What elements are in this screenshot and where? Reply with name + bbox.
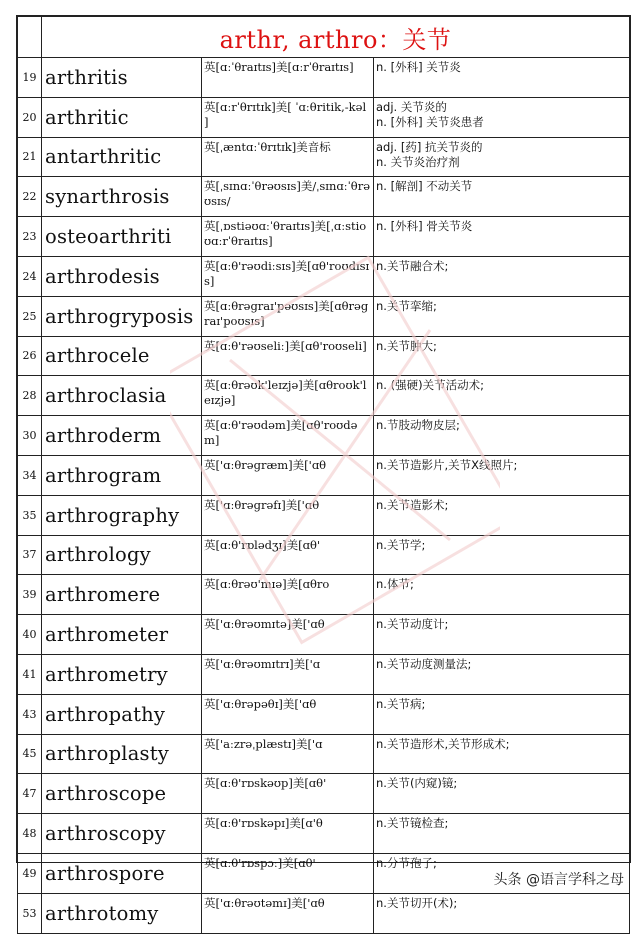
pronunciation-cell: 英[ɑːθrəgraɪ'pəʊsɪs]美[ɑθrəgraɪ'poʊsɪs] [202, 296, 374, 336]
row-number: 41 [18, 654, 42, 694]
meaning-cell: n.关节学; [374, 535, 630, 575]
word-cell: arthrometry [42, 654, 202, 694]
meaning-cell: n.关节造形术,关节形成术; [374, 734, 630, 774]
word-cell: antarthritic [42, 137, 202, 177]
meaning-cell: n. [解剖] 不动关节 [374, 177, 630, 217]
row-number: 43 [18, 694, 42, 734]
row-number: 35 [18, 495, 42, 535]
table-row [18, 58, 630, 98]
meaning-cell: n. [外科] 关节炎 [374, 58, 630, 98]
word-cell: arthrology [42, 535, 202, 575]
meaning-cell: n. [外科] 骨关节炎 [374, 217, 630, 257]
meaning-cell: n.关节造影片,关节X线照片; [374, 455, 630, 495]
row-number: 24 [18, 256, 42, 296]
pronunciation-cell: 英[ɑːθ'rɒskəpɪ]美[ɑ'θ [202, 814, 374, 854]
meaning-cell: n.分节孢子; [374, 853, 630, 893]
word-cell: arthritis [42, 58, 202, 98]
pronunciation-cell: 英['ɑːθrəgræm]美['ɑθ [202, 455, 374, 495]
pronunciation-cell: 英[ɑːθ'rɒlədʒɪ]美[ɑθ' [202, 535, 374, 575]
word-cell: arthroderm [42, 416, 202, 456]
table-row [18, 256, 630, 296]
pronunciation-cell: 英[ˌsɪnɑːˈθrəʊsɪs]美/ˌsɪnɑːˈθrəʊsɪs/ [202, 177, 374, 217]
word-cell: osteoarthriti [42, 217, 202, 257]
table-row [18, 376, 630, 416]
row-number: 45 [18, 734, 42, 774]
pronunciation-cell: 英[ɑːˈθraɪtɪs]美[ɑːrˈθraɪtɪs] [202, 58, 374, 98]
word-cell: arthrocele [42, 336, 202, 376]
vocabulary-table [17, 16, 630, 934]
table-row [18, 814, 630, 854]
meaning-cell: n.关节动度测量法; [374, 654, 630, 694]
pronunciation-cell: 英[ɑːθrəʊk'leɪzjə]美[ɑθroʊk'leɪzjə] [202, 376, 374, 416]
table-row [18, 177, 630, 217]
table-row [18, 336, 630, 376]
word-cell: arthritic [42, 97, 202, 137]
word-cell: arthrospore [42, 853, 202, 893]
table-row [18, 734, 630, 774]
pronunciation-cell: 英['aːzrəˌplæstɪ]美['ɑ [202, 734, 374, 774]
meaning-cell: adj. 关节炎的 n. [外科] 关节炎患者 [374, 97, 630, 137]
pronunciation-cell: 英[ɑːθrəʊ'mɪə]美[ɑθro [202, 575, 374, 615]
pronunciation-cell: 英['ɑːθrəgrəfɪ]美['ɑθ [202, 495, 374, 535]
row-number: 30 [18, 416, 42, 456]
row-number: 20 [18, 97, 42, 137]
table-row [18, 296, 630, 336]
row-number: 21 [18, 137, 42, 177]
table-row [18, 416, 630, 456]
row-number: 25 [18, 296, 42, 336]
table-row [18, 694, 630, 734]
row-number: 37 [18, 535, 42, 575]
word-cell: arthrogryposis [42, 296, 202, 336]
meaning-cell: n.关节挛缩; [374, 296, 630, 336]
table-row [18, 893, 630, 933]
row-number: 49 [18, 853, 42, 893]
table-row [18, 97, 630, 137]
word-cell: arthrometer [42, 615, 202, 655]
table-row [18, 615, 630, 655]
word-cell: arthroscope [42, 774, 202, 814]
row-number: 48 [18, 814, 42, 854]
word-cell: arthropathy [42, 694, 202, 734]
row-number: 53 [18, 893, 42, 933]
pronunciation-cell: 英['ɑːθrəʊmɪtə]美['ɑθ [202, 615, 374, 655]
row-number: 22 [18, 177, 42, 217]
meaning-cell: n.关节造影术; [374, 495, 630, 535]
pronunciation-cell: 英['ɑːθrəʊtəmɪ]美['ɑθ [202, 893, 374, 933]
pronunciation-cell: 英['ɑːθrəʊmɪtrɪ]美['ɑ [202, 654, 374, 694]
word-cell: arthroclasia [42, 376, 202, 416]
pronunciation-cell: 英[ɑːθ'rəʊdəm]美[ɑθ'roʊdəm] [202, 416, 374, 456]
word-cell: arthrodesis [42, 256, 202, 296]
pronunciation-cell: 英[ˌæntɑːˈθrɪtɪk]美音标 [202, 137, 374, 177]
table-row [18, 455, 630, 495]
footer-credit: 头条 @语言学科之母 [493, 872, 624, 888]
title-corner-cell [18, 17, 42, 58]
pronunciation-cell: 英[ɑːθ'rəʊdiːsɪs]美[ɑθ'roʊdɪsɪs] [202, 256, 374, 296]
pronunciation-cell: 英[ɑːθ'rɒskəʊp]美[ɑθ' [202, 774, 374, 814]
meaning-cell: n.关节镜检查; [374, 814, 630, 854]
meaning-cell: n.关节肿大; [374, 336, 630, 376]
row-number: 34 [18, 455, 42, 495]
word-cell: arthrotomy [42, 893, 202, 933]
meaning-cell: n.关节动度计; [374, 615, 630, 655]
page-title: arthr, arthro：关节 [42, 17, 630, 58]
table-row [18, 137, 630, 177]
pronunciation-cell: 英[ɑːrˈθrɪtɪk]美[ ˈɑːθritik,-kəl ] [202, 97, 374, 137]
table-row [18, 575, 630, 615]
pronunciation-cell: 英[ɑːθ'rəʊseliː]美[ɑθ'roʊseli] [202, 336, 374, 376]
row-number: 47 [18, 774, 42, 814]
table-row [18, 495, 630, 535]
word-cell: arthromere [42, 575, 202, 615]
meaning-cell: n. (强硬)关节活动术; [374, 376, 630, 416]
word-cell: arthrogram [42, 455, 202, 495]
meaning-cell: n.关节病; [374, 694, 630, 734]
table-row [18, 654, 630, 694]
meaning-cell: n.节肢动物皮层; [374, 416, 630, 456]
row-number: 39 [18, 575, 42, 615]
meaning-cell: n.体节; [374, 575, 630, 615]
meaning-cell: n.关节切开(术); [374, 893, 630, 933]
row-number: 26 [18, 336, 42, 376]
meaning-cell: n.关节(内窥)镜; [374, 774, 630, 814]
row-number: 28 [18, 376, 42, 416]
word-cell: arthroscopy [42, 814, 202, 854]
word-cell: arthroplasty [42, 734, 202, 774]
row-number: 23 [18, 217, 42, 257]
table-row [18, 535, 630, 575]
table-row [18, 217, 630, 257]
pronunciation-cell: 英[ɑːθ'rɒspɔː]美[ɑθ' [202, 853, 374, 893]
row-number: 19 [18, 58, 42, 98]
pronunciation-cell: 英['ɑːθrəpəθɪ]美['ɑθ [202, 694, 374, 734]
pronunciation-cell: 英[ˌɒstiəʊɑːˈθraɪtɪs]美[ˌɑːstioʊɑːrˈθraɪtɪs] [202, 217, 374, 257]
row-number: 40 [18, 615, 42, 655]
word-cell: synarthrosis [42, 177, 202, 217]
meaning-cell: adj. [药] 抗关节炎的 n. 关节炎治疗剂 [374, 137, 630, 177]
table-row [18, 774, 630, 814]
title-row [18, 17, 630, 58]
word-cell: arthrography [42, 495, 202, 535]
meaning-cell: n.关节融合术; [374, 256, 630, 296]
